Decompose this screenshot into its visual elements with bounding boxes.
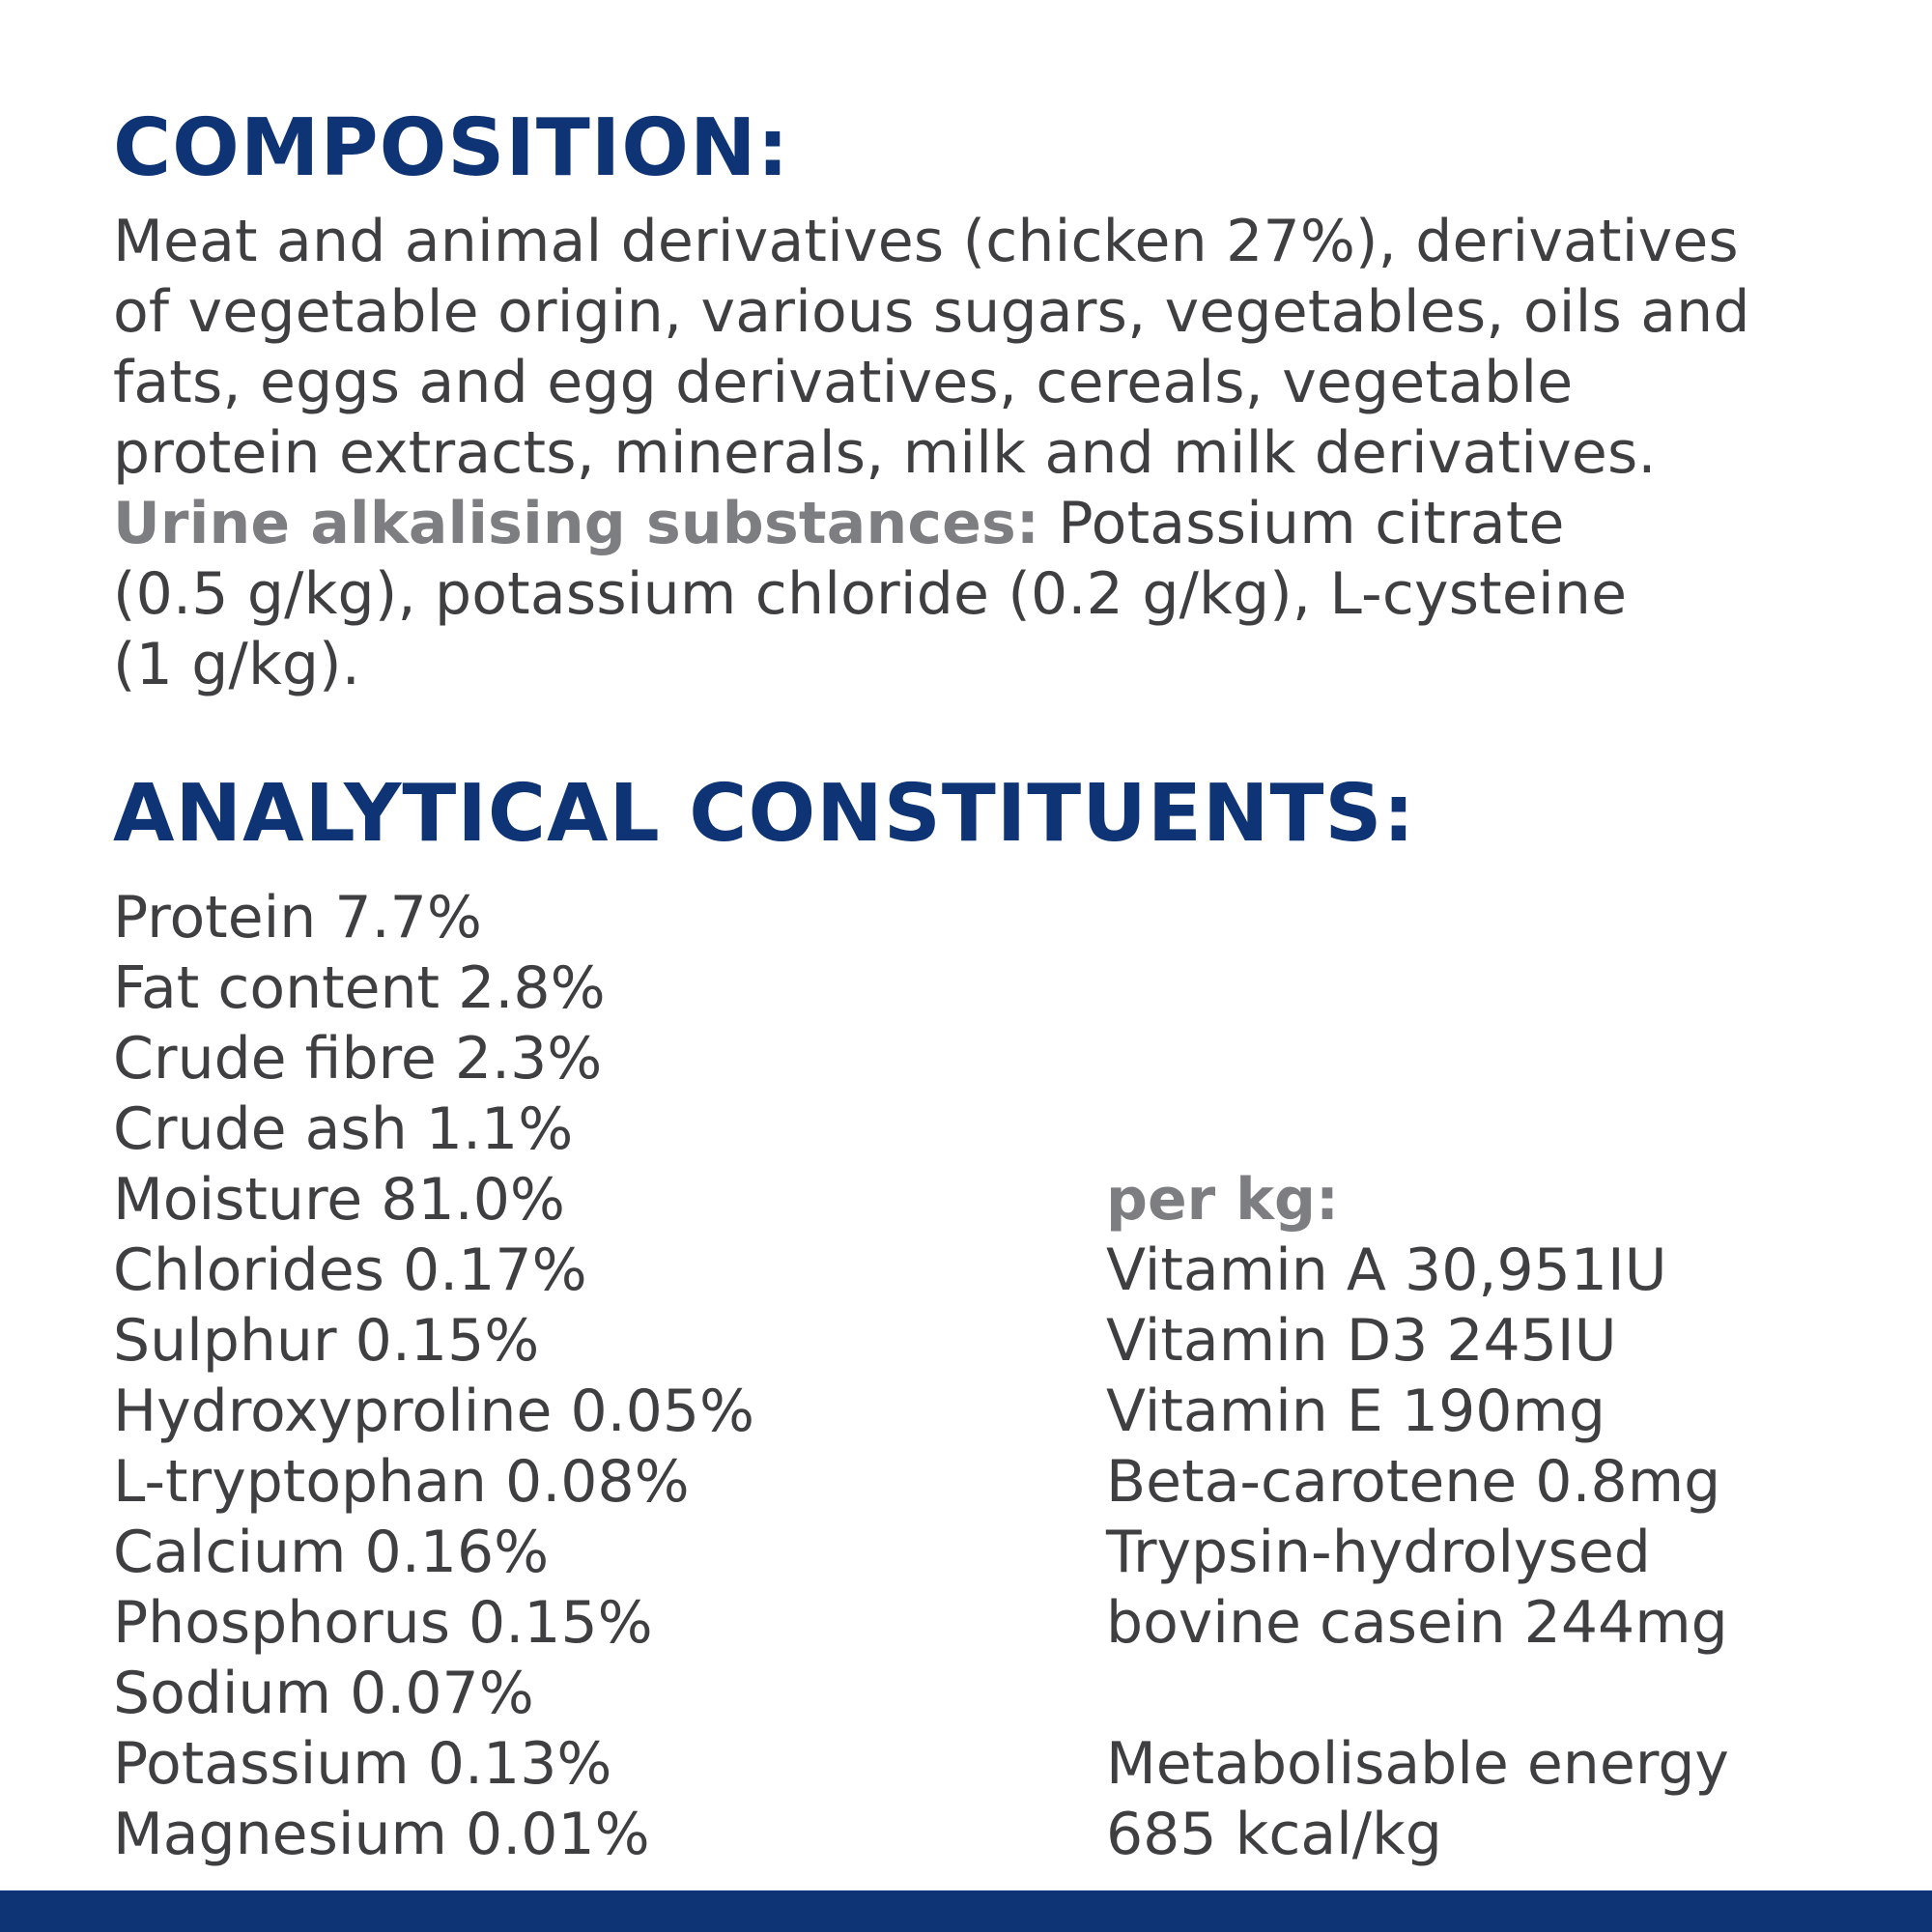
urine-alkalising-text: Potassium citrate	[1039, 490, 1565, 557]
analytical-constituents-heading: ANALYTICAL CONSTITUENTS:	[113, 768, 1416, 860]
urine-alkalising-label: Urine alkalising substances:	[113, 490, 1040, 557]
constituent-item: Sodium 0.07%	[113, 1660, 534, 1727]
constituent-item: Hydroxyproline 0.05%	[113, 1378, 755, 1445]
per-kg-item: Vitamin E 190mg	[1106, 1378, 1605, 1445]
composition-line: of vegetable origin, various sugars, vegetables, oils and	[113, 278, 1750, 346]
composition-line: protein extracts, minerals, milk and milk derivatives.	[113, 419, 1657, 487]
bottom-bar	[0, 1890, 1932, 1932]
per-kg-section	[1106, 1165, 1729, 1870]
constituent-item: Protein 7.7%	[113, 884, 482, 952]
constituent-item: Crude ash 1.1%	[113, 1095, 574, 1163]
metabolisable-energy-label: Metabolisable energy	[1106, 1730, 1729, 1798]
constituent-item: Phosphorus 0.15%	[113, 1589, 653, 1657]
per-kg-label: per kg:	[1106, 1166, 1339, 1234]
composition-text	[113, 207, 1910, 700]
constituent-item: Fat content 2.8%	[113, 954, 606, 1022]
per-kg-item: Trypsin-hydrolysed	[1106, 1519, 1651, 1586]
spacer	[1106, 1659, 1729, 1729]
constituent-item: Chlorides 0.17%	[113, 1236, 587, 1304]
metabolisable-energy-value: 685 kcal/kg	[1106, 1801, 1442, 1868]
constituent-item: Moisture 81.0%	[113, 1166, 565, 1234]
urine-alkalising-line: (1 g/kg).	[113, 631, 361, 698]
urine-alkalising-line	[113, 489, 1910, 559]
per-kg-item: Vitamin A 30,951IU	[1106, 1236, 1667, 1304]
constituent-item: Magnesium 0.01%	[113, 1801, 650, 1868]
constituents-list	[113, 883, 754, 1870]
composition-line: fats, eggs and egg derivatives, cereals, vegetable	[113, 349, 1574, 416]
composition-heading: COMPOSITION:	[113, 102, 790, 194]
constituent-item: Calcium 0.16%	[113, 1519, 550, 1586]
per-kg-item: Beta-carotene 0.8mg	[1106, 1448, 1721, 1516]
per-kg-item: Vitamin D3 245IU	[1106, 1307, 1617, 1375]
constituent-item: L-tryptophan 0.08%	[113, 1448, 690, 1516]
constituent-item: Potassium 0.13%	[113, 1730, 612, 1798]
per-kg-item: bovine casein 244mg	[1106, 1589, 1728, 1657]
urine-alkalising-line: (0.5 g/kg), potassium chloride (0.2 g/kg), L-cysteine	[113, 560, 1628, 628]
constituent-item: Sulphur 0.15%	[113, 1307, 540, 1375]
constituent-item: Crude fibre 2.3%	[113, 1025, 603, 1093]
composition-line: Meat and animal derivatives (chicken 27%), derivatives	[113, 208, 1739, 275]
